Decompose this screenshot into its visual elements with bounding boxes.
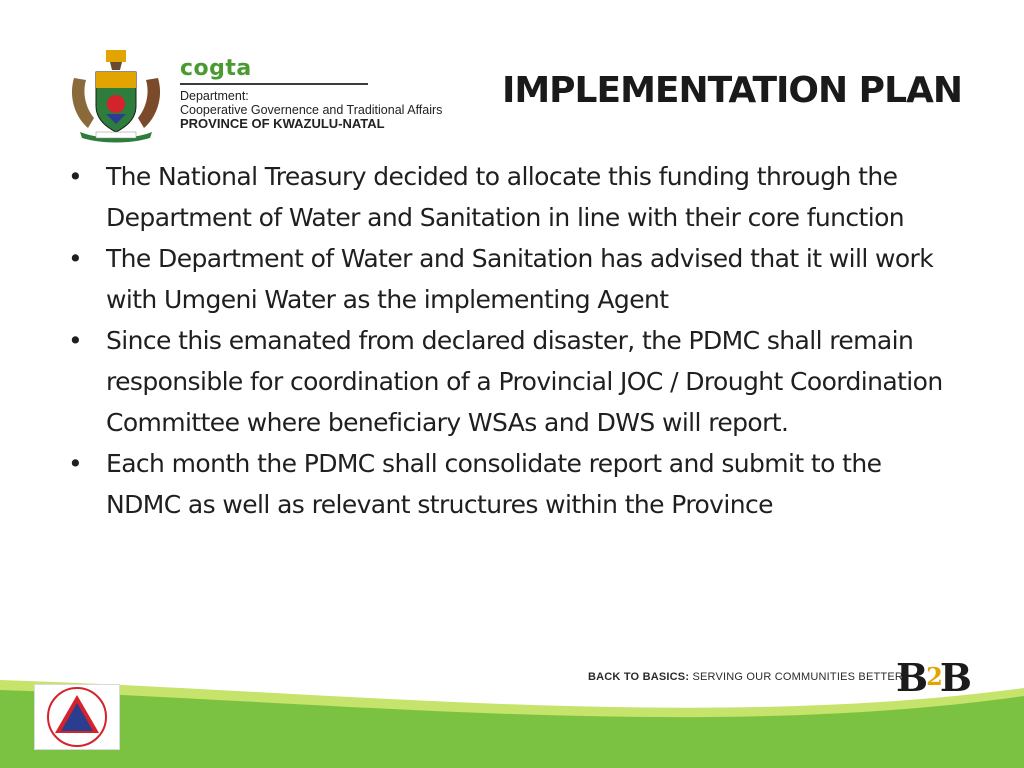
tagline-strong: BACK TO BASICS: [588, 671, 690, 683]
bullet-marker: • [68, 244, 83, 273]
cogta-branding [180, 58, 460, 131]
cogta-divider [180, 83, 368, 85]
b2b-logo-right: B [939, 655, 970, 700]
bullet-item [62, 238, 962, 320]
page-title: IMPLEMENTATION PLAN [501, 70, 962, 111]
province-name: PROVINCE OF KWAZULU-NATAL [180, 116, 385, 131]
back-to-basics-tagline [588, 671, 903, 683]
bullet-text: Each month the PDMC shall consolidate report and submit to the NDMC as well as relevant structures within the Province [106, 449, 882, 519]
bullet-item [62, 156, 962, 238]
bullet-item [62, 443, 962, 525]
bullet-marker: • [68, 449, 83, 478]
disaster-management-logo [34, 684, 120, 750]
bullet-text: The Department of Water and Sanitation has advised that it will work with Umgeni Water as the implementing Agent [106, 244, 934, 314]
bullet-item [62, 320, 962, 443]
disaster-management-triangle-icon [35, 685, 119, 749]
bullet-marker: • [68, 326, 83, 355]
kzn-coat-of-arms-icon [66, 48, 166, 144]
bullet-text: The National Treasury decided to allocate this funding through the Department of Water and Sanitation in line with their core function [106, 162, 905, 232]
cogta-logo-text: cogta [180, 56, 252, 81]
department-label: Department: [180, 89, 249, 103]
bullet-text: Since this emanated from declared disaster, the PDMC shall remain responsible for coordination of a Provincial JOC / Drought Coordination Committee where beneficiary WSAs and DWS will report. [106, 326, 943, 437]
department-name: Cooperative Governence and Traditional Affairs [180, 103, 443, 117]
bullet-list [62, 156, 962, 525]
b2b-logo-left: B [896, 655, 927, 700]
b2b-logo [896, 655, 976, 700]
bullet-marker: • [68, 162, 83, 191]
tagline-rest: SERVING OUR COMMUNITIES BETTER [689, 671, 903, 683]
b2b-logo-mid: 2 [926, 662, 940, 691]
